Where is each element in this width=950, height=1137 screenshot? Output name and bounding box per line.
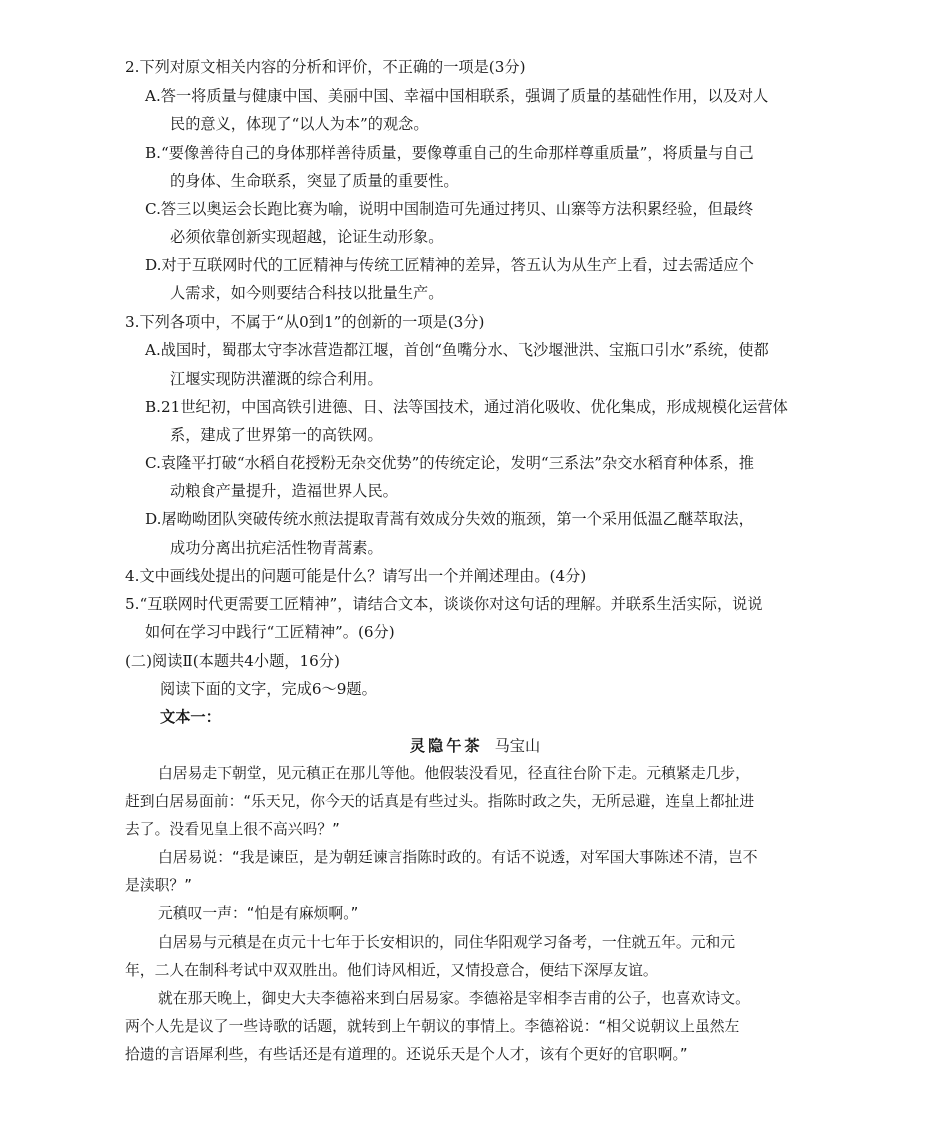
q3-option-b-line2: 系，建成了世界第一的高铁网。 <box>170 426 383 444</box>
story-p4-line1: 白居易与元稹是在贞元十七年于长安相识的，同住华阳观学习备考，一住就五年。元和元 <box>158 934 736 951</box>
story-p1-line3: 去了。没看见皇上很不高兴吗？” <box>125 821 340 838</box>
q3-option-a-line1: A.战国时，蜀郡太守李冰营造都江堰，首创“鱼嘴分水、飞沙堰泄洪、宝瓶口引水”系统，使都 <box>145 341 769 359</box>
q5-stem-line2: 如何在学习中践行“工匠精神”。(6分) <box>145 623 395 641</box>
story-p5-line3: 拾遗的言语犀利些，有些话还是有道理的。还说乐天是个人才，该有个更好的官职啊。” <box>125 1046 688 1063</box>
q2-option-a-line2: 民的意义，体现了“以人为本”的观念。 <box>170 115 429 133</box>
story-title: 灵隐午茶 <box>409 737 483 755</box>
text-one-label: 文本一： <box>160 708 221 726</box>
q3-option-a-line2: 江堰实现防洪灌溉的综合利用。 <box>170 370 383 388</box>
story-title-line <box>0 736 950 756</box>
q2-option-c-line1: C.答三以奥运会长跑比赛为喻，说明中国制造可先通过拷贝、山寨等方法积累经验，但最终 <box>145 200 754 218</box>
story-p3-line1: 元稹叹一声：“怕是有麻烦啊。” <box>158 905 359 922</box>
q3-option-c-line2: 动粮食产量提升，造福世界人民。 <box>170 482 398 500</box>
q5-stem-line1: 5.“互联网时代更需要工匠精神”，请结合文本，谈谈你对这句话的理解。并联系生活实际，说说 <box>125 595 763 613</box>
section2-instruction: 阅读下面的文字，完成6～9题。 <box>160 680 377 698</box>
story-p4-line2: 年，二人在制科考试中双双胜出。他们诗风相近，又情投意合，便结下深厚友谊。 <box>125 962 658 979</box>
q3-option-d-line2: 成功分离出抗疟活性物青蒿素。 <box>170 539 383 557</box>
q2-option-b-line2: 的身体、生命联系，突显了质量的重要性。 <box>170 172 459 190</box>
q2-option-b-line1: B.“要像善待自己的身体那样善待质量，要像尊重自己的生命那样尊重质量”，将质量与自己 <box>145 144 754 162</box>
q2-option-a-line1: A.答一将质量与健康中国、美丽中国、幸福中国相联系，强调了质量的基础性作用，以及对人 <box>145 87 769 105</box>
story-p5-line2: 两个人先是议了一些诗歌的话题，就转到上午朝议的事情上。李德裕说：“相父说朝议上虽然左 <box>125 1018 740 1035</box>
story-author: 马宝山 <box>494 737 541 755</box>
story-p1-line1: 白居易走下朝堂，见元稹正在那儿等他。他假装没看见，径直往台阶下走。元稹紧走几步， <box>158 765 750 782</box>
q3-option-d-line1: D.屠呦呦团队突破传统水煎法提取青蒿有效成分失效的瓶颈，第一个采用低温乙醚萃取法， <box>145 510 754 528</box>
story-p1-line2: 赶到白居易面前：“乐天兄，你今天的话真是有些过头。指陈时政之失，无所忌避，连皇上都扯进 <box>125 793 755 810</box>
q2-option-c-line2: 必须依靠创新实现超越，论证生动形象。 <box>170 228 444 246</box>
q2-option-d-line2: 人需求，如今则要结合科技以批量生产。 <box>170 284 444 302</box>
q4-stem: 4.文中画线处提出的问题可能是什么？请写出一个并阐述理由。(4分) <box>125 567 587 585</box>
story-p2-line2: 是渎职？” <box>125 877 192 894</box>
story-p2-line1: 白居易说：“我是谏臣，是为朝廷谏言指陈时政的。有话不说透，对军国大事陈述不清，岂不 <box>158 849 758 866</box>
q3-option-c-line1: C.袁隆平打破“水稻自花授粉无杂交优势”的传统定论，发明“三系法”杂交水稻育种体系，推 <box>145 454 754 472</box>
q2-option-d-line1: D.对于互联网时代的工匠精神与传统工匠精神的差异，答五认为从生产上看，过去需适应个 <box>145 256 754 274</box>
story-p5-line1: 就在那天晚上，御史大夫李德裕来到白居易家。李德裕是宰相李吉甫的公子，也喜欢诗文。 <box>158 990 750 1007</box>
section2-heading: (二)阅读Ⅱ(本题共4小题，16分) <box>125 652 340 670</box>
q3-stem: 3.下列各项中，不属于“从0到1”的创新的一项是(3分) <box>125 313 485 331</box>
q2-stem: 2.下列对原文相关内容的分析和评价，不正确的一项是(3分) <box>125 58 526 76</box>
q3-option-b-line1: B.21世纪初，中国高铁引进德、日、法等国技术，通过消化吸收、优化集成，形成规模化运营体 <box>145 398 788 416</box>
